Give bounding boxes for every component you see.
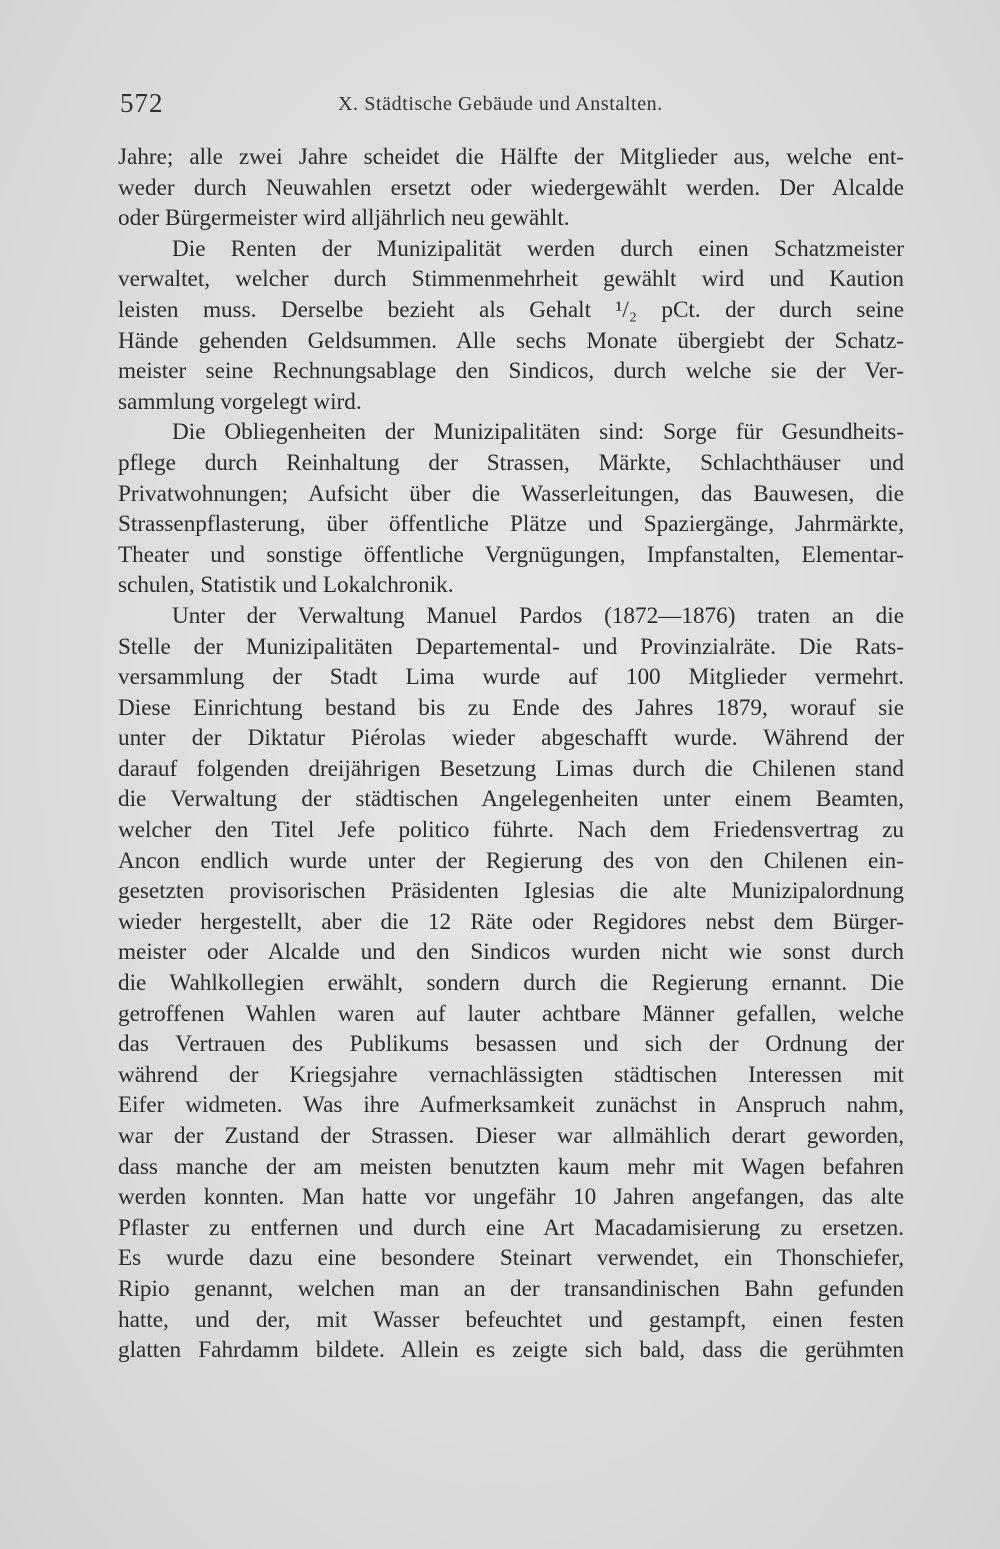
text-line: sammlung vorgelegt wird.	[118, 388, 362, 415]
text-line: die Wahlkollegien erwählt, sondern durch die Regierung ernannt. Die	[118, 970, 904, 997]
text-line: Jahre; alle zwei Jahre scheidet die Hälfte der Mitglieder aus, welche ent-	[118, 144, 904, 170]
text-line: Die Renten der Munizipalität werden durch einen Schatzmeister	[172, 235, 904, 262]
text-line: Diese Einrichtung bestand bis zu Ende des Jahres 1879, worauf sie	[118, 694, 904, 721]
text-line: dass manche der am meisten benutzten kaum mehr mit Wagen befahren	[118, 1153, 904, 1180]
text-line: versammlung der Stadt Lima wurde auf 100 Mitglieder vermehrt.	[118, 664, 904, 691]
text-line: meister oder Alcalde und den Sindicos wurden nicht wie sonst durch	[118, 939, 904, 966]
text-line: schulen, Statistik und Lokalchronik.	[118, 572, 454, 599]
text-line: während der Kriegsjahre vernachlässigten städtischen Interessen mit	[118, 1061, 904, 1088]
text-line: die Verwaltung der städtischen Angelegenheiten unter einem Beamten,	[118, 786, 904, 813]
page-header	[120, 88, 900, 128]
text-line: Theater und sonstige öffentliche Vergnügungen, Impfanstalten, Elementar-	[118, 541, 904, 568]
text-line: Strassenpflasterung, über öffentliche Plätze und Spaziergänge, Jahrmärkte,	[118, 511, 904, 538]
text-line: weder durch Neuwahlen ersetzt oder wiedergewählt werden. Der Alcalde	[118, 174, 904, 201]
text-line: verwaltet, welcher durch Stimmenmehrheit gewählt wird und Kaution	[118, 266, 904, 293]
text-line: Eifer widmeten. Was ihre Aufmerksamkeit zunächst in Anspruch nahm,	[118, 1092, 904, 1119]
text-line: meister seine Rechnungsablage den Sindicos, durch welche sie der Ver-	[118, 358, 904, 385]
text-line: unter der Diktatur Piérolas wieder abgeschafft wurde. Während der	[118, 725, 904, 752]
text-line: Pflaster zu entfernen und durch eine Art Macadamisierung zu ersetzen.	[118, 1214, 904, 1241]
text-line: pflege durch Reinhaltung der Strassen, Märkte, Schlachthäuser und	[118, 449, 904, 476]
text-line: wieder hergestellt, aber die 12 Räte oder Regidores nebst dem Bürger-	[118, 908, 904, 935]
body-text	[118, 142, 904, 1366]
running-head: X. Städtische Gebäude und Anstalten.	[338, 93, 663, 115]
text-line: getroffenen Wahlen waren auf lauter achtbare Männer gefallen, welche	[118, 1000, 904, 1027]
text-line: Ancon endlich wurde unter der Regierung des von den Chilenen ein-	[118, 847, 904, 874]
text-line: Ripio genannt, welchen man an der transandinischen Bahn gefunden	[118, 1275, 904, 1302]
text-line: Unter der Verwaltung Manuel Pardos (1872—1876) traten an die	[172, 602, 904, 629]
text-line: das Vertrauen des Publikums besassen und sich der Ordnung der	[118, 1031, 904, 1058]
text-line: glatten Fahrdamm bildete. Allein es zeigte sich bald, dass die gerühmten	[118, 1337, 904, 1364]
text-line: werden konnten. Man hatte vor ungefähr 10 Jahren angefangen, das alte	[118, 1184, 904, 1211]
text-line: gesetzten provisorischen Präsidenten Iglesias die alte Munizipalordnung	[118, 878, 904, 905]
text-line: war der Zustand der Strassen. Dieser war allmählich derart geworden,	[118, 1123, 904, 1149]
page-number: 572	[120, 88, 164, 118]
text-line: Die Obliegenheiten der Munizipalitäten sind: Sorge für Gesundheits-	[172, 419, 904, 446]
text-line: Privatwohnungen; Aufsicht über die Wasserleitungen, das Bauwesen, die	[118, 480, 904, 507]
text-line: Es wurde dazu eine besondere Steinart verwendet, ein Thonschiefer,	[118, 1245, 904, 1272]
text-line: Stelle der Munizipalitäten Departemental- und Provinzialräte. Die Rats-	[118, 633, 904, 660]
text-line: oder Bürgermeister wird alljährlich neu gewählt.	[118, 205, 570, 232]
text-line: leisten muss. Derselbe bezieht als Gehalt ¹/₂ pCt. der durch seine	[118, 296, 904, 323]
text-line: welcher den Titel Jefe politico führte. Nach dem Friedensvertrag zu	[118, 817, 904, 844]
text-line: darauf folgenden dreijährigen Besetzung Limas durch die Chilenen stand	[118, 755, 904, 782]
text-line: hatte, und der, mit Wasser befeuchtet und gestampft, einen festen	[118, 1306, 904, 1333]
text-line: Hände gehenden Geldsummen. Alle sechs Monate übergiebt der Schatz-	[118, 327, 904, 354]
